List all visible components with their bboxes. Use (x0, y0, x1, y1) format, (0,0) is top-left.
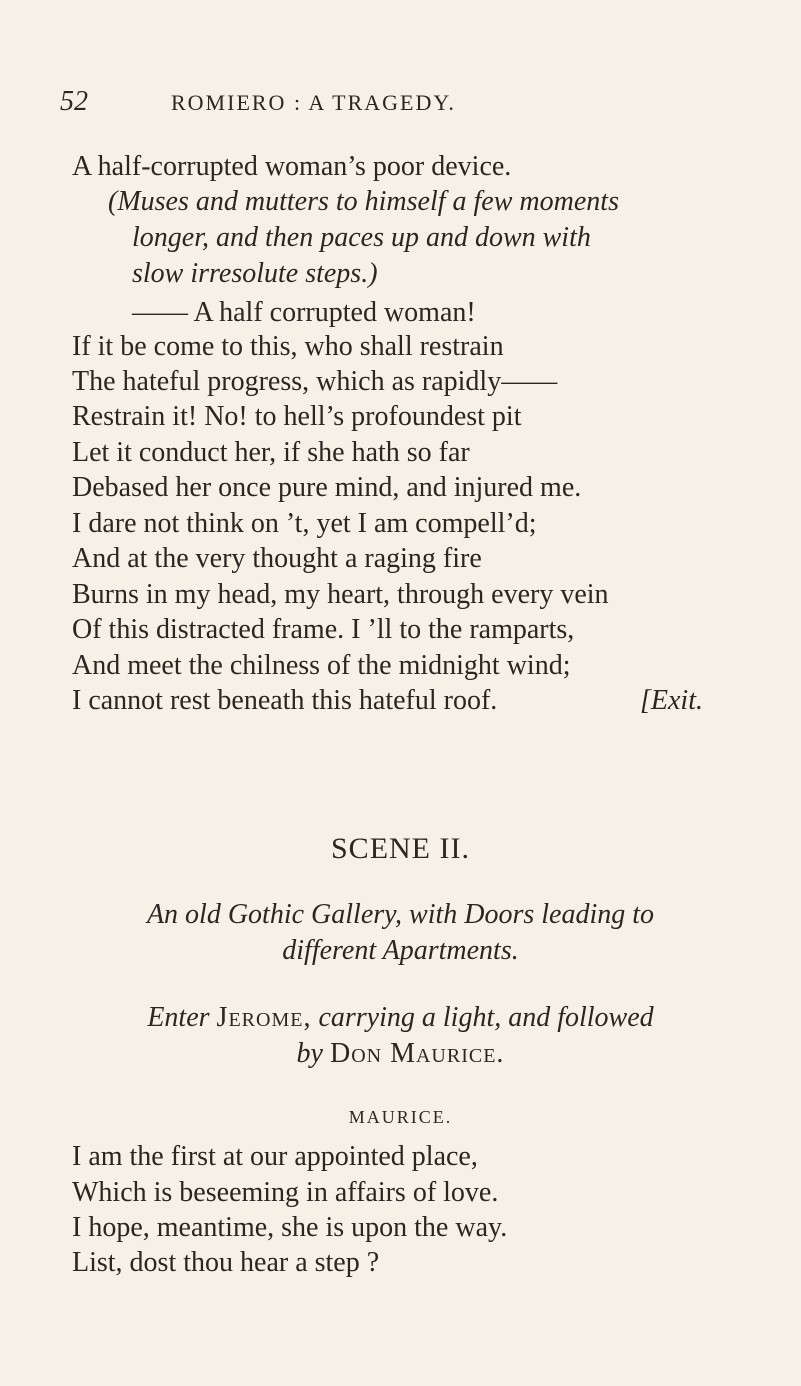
speaker-name: MAURICE. (348, 1107, 453, 1127)
page-number: 52 (60, 86, 88, 117)
verse-line: If it be come to this, who shall restrain (72, 331, 504, 362)
verse-line: A half-corrupted woman’s poor device. (72, 151, 512, 182)
verse-line: Burns in my head, my heart, through every vein (72, 579, 609, 610)
verse-line: Debased her once pure mind, and injured me. (72, 472, 582, 503)
scene-setting-line: different Apartments. (282, 935, 519, 966)
entry-direction-line (0, 1037, 801, 1071)
stage-direction-line: (Muses and mutters to himself a few moments (108, 186, 619, 217)
verse-line: I cannot rest beneath this hateful roof. (72, 685, 498, 716)
scene-heading: SCENE II. (331, 832, 470, 865)
exit-direction: [Exit. (640, 685, 703, 716)
verse-line: The hateful progress, which as rapidly—— (72, 366, 558, 397)
verse-line: And at the very thought a raging fire (72, 543, 482, 574)
speech-line: I am the first at our appointed place, (72, 1141, 478, 1172)
verse-line: And meet the chilness of the midnight wind; (72, 650, 571, 681)
verse-line: Let it conduct her, if she hath so far (72, 437, 470, 468)
running-title: ROMIERO : A TRAGEDY. (171, 90, 456, 115)
speech-line: List, dost thou hear a step ? (72, 1247, 380, 1278)
stage-direction-line: longer, and then paces up and down with (132, 222, 591, 253)
character-name: Jerome, (216, 1002, 312, 1033)
page-header (60, 86, 760, 126)
entry-enter: Enter (147, 1002, 210, 1033)
character-name: Don Maurice. (329, 1038, 505, 1069)
verse-line: I dare not think on ’t, yet I am compell’d; (72, 508, 537, 539)
entry-by: by (296, 1038, 323, 1069)
scene-setting-line: An old Gothic Gallery, with Doors leading to (146, 899, 655, 930)
entry-direction-line (0, 1001, 801, 1035)
entry-direction: carrying a light, and followed (318, 1002, 654, 1033)
verse-line: Restrain it! No! to hell’s profoundest pit (72, 401, 522, 432)
verse-line: Of this distracted frame. I ’ll to the ramparts, (72, 614, 575, 645)
speech-line: I hope, meantime, she is upon the way. (72, 1212, 508, 1243)
verse-line: —— A half corrupted woman! (132, 297, 476, 328)
speech-line: Which is beseeming in affairs of love. (72, 1177, 499, 1208)
stage-direction-line: slow irresolute steps.) (132, 258, 378, 289)
